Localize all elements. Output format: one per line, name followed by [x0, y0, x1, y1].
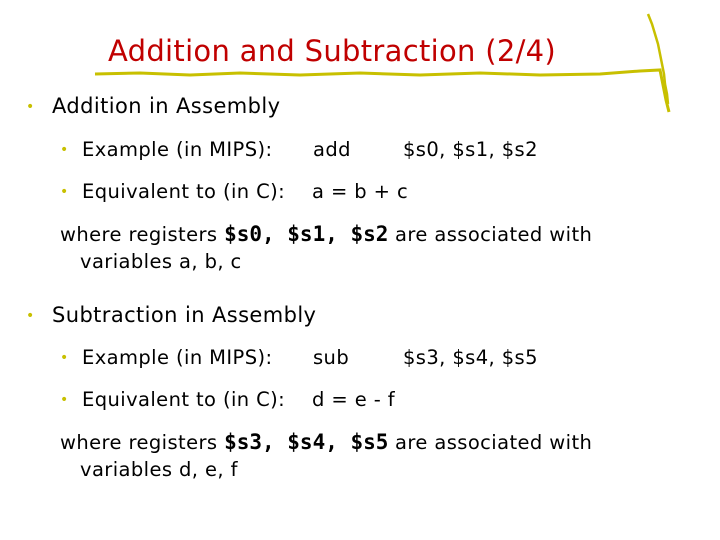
note-prefix: where registers: [60, 431, 218, 454]
note-registers: $s3, $s4, $s5: [224, 430, 389, 454]
example-op: add: [313, 138, 351, 161]
equiv-expr: a = b + c: [312, 180, 409, 203]
sub-bullet: •: [60, 142, 69, 158]
example-op: sub: [313, 346, 350, 369]
section-bullet: •: [26, 99, 35, 115]
example-label: Example (in MIPS):: [82, 346, 273, 369]
sub-bullet: •: [60, 184, 69, 200]
sub-bullet: •: [60, 350, 69, 366]
example-label: Example (in MIPS):: [82, 138, 273, 161]
note-line: [60, 430, 592, 454]
note-prefix: where registers: [60, 223, 218, 246]
page-title: Addition and Subtraction (2/4): [108, 34, 557, 68]
example-args: $s0, $s1, $s2: [403, 138, 538, 161]
equiv-expr: d = e - f: [312, 388, 396, 411]
note-suffix: are associated with: [395, 223, 593, 246]
note-registers: $s0, $s1, $s2: [224, 222, 389, 246]
equiv-label: Equivalent to (in C):: [82, 388, 286, 411]
sub-bullet: •: [60, 392, 69, 408]
equiv-label: Equivalent to (in C):: [82, 180, 286, 203]
note-vars: variables a, b, c: [80, 250, 242, 273]
note-suffix: are associated with: [395, 431, 593, 454]
example-args: $s3, $s4, $s5: [403, 346, 538, 369]
section-heading-subtraction: Subtraction in Assembly: [52, 303, 317, 327]
section-heading-addition: Addition in Assembly: [52, 94, 281, 118]
note-vars: variables d, e, f: [80, 458, 238, 481]
section-bullet: •: [26, 308, 35, 324]
note-line: [60, 222, 592, 246]
